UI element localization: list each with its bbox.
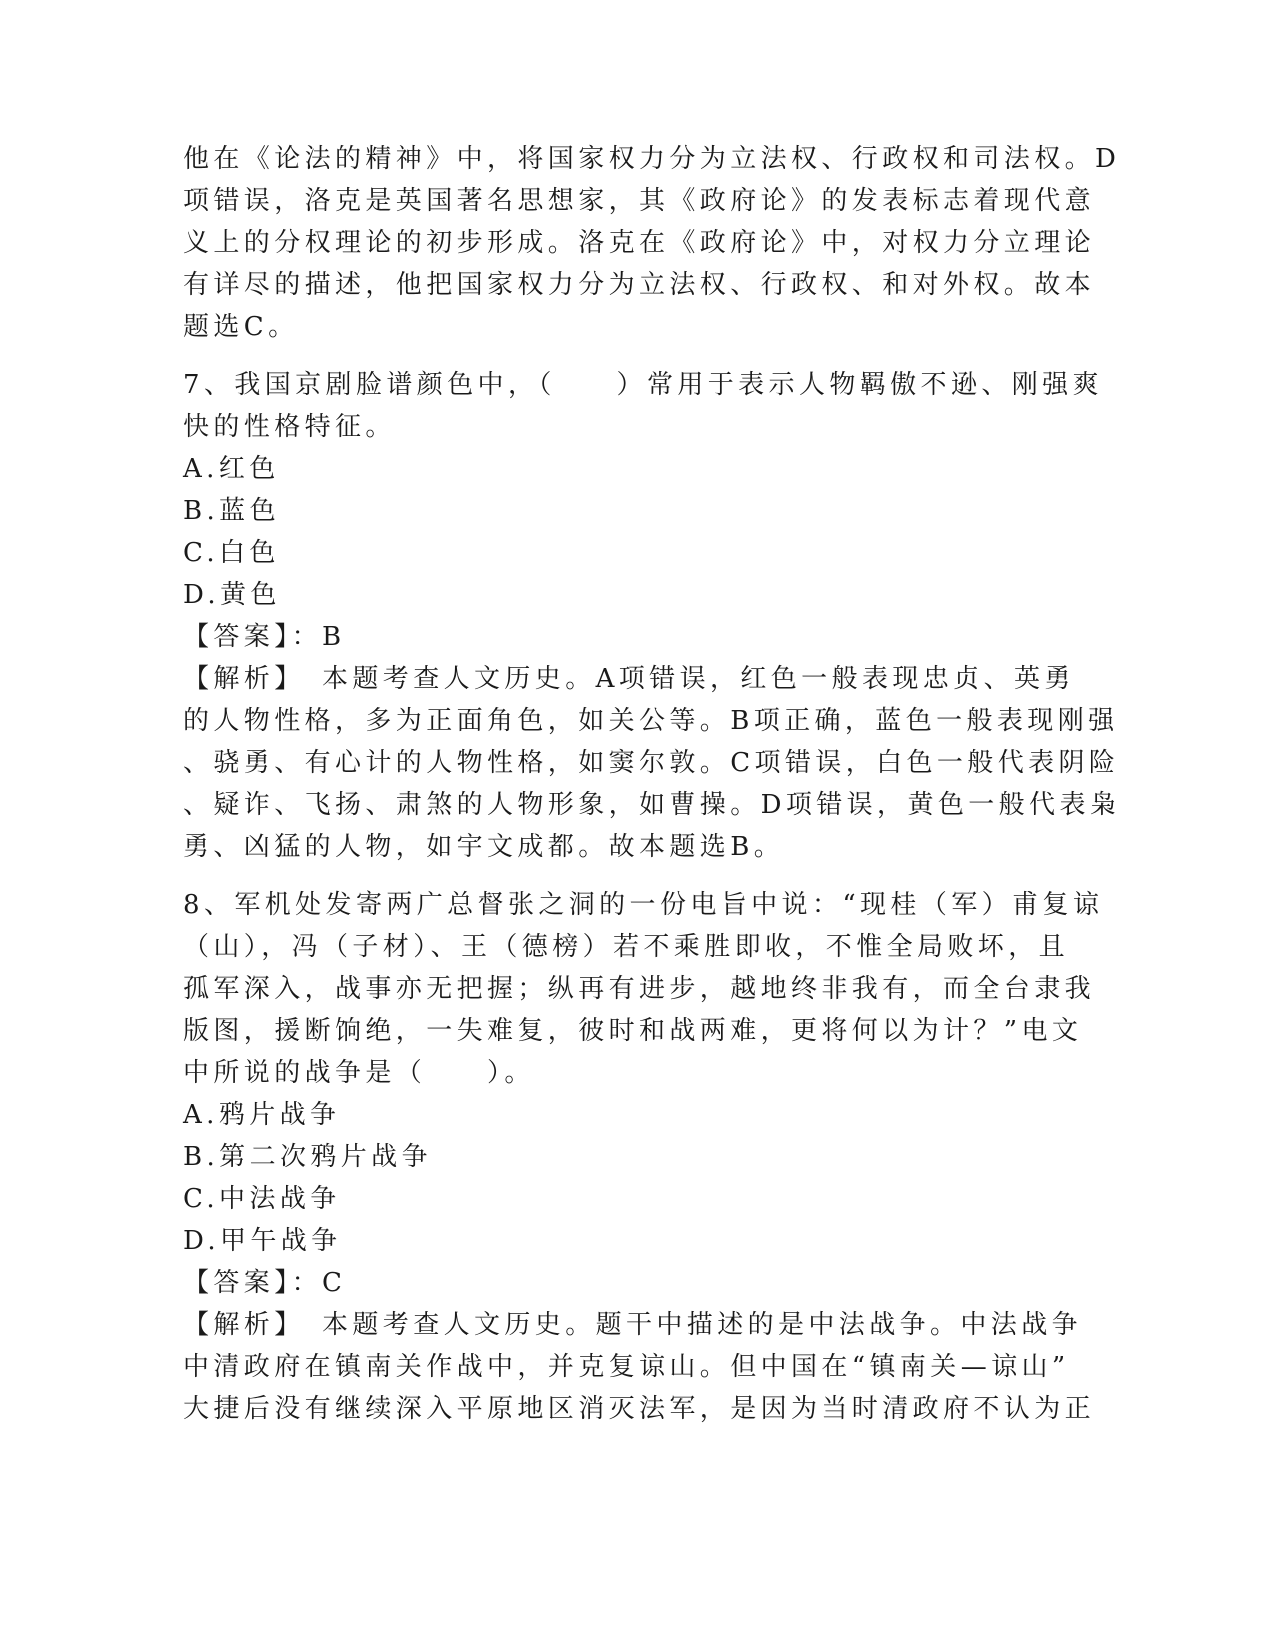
explanation-line: 大捷后没有继续深入平原地区消灭法军，是因为当时清政府不认为正 [183,1394,1096,1424]
document-page [183,138,1121,1430]
option-b: B.蓝色 [183,496,280,526]
text-line: 义上的分权理论的初步形成。洛克在《政府论》中，对权力分立理论 [183,228,1096,258]
explanation-line: 勇、凶猛的人物，如宇文成都。故本题选B。 [183,832,785,862]
text-line: 题选C。 [183,312,299,342]
answer: 【答案】：B [183,622,346,652]
text-line: 有详尽的描述，他把国家权力分为立法权、行政权、和对外权。故本 [183,270,1096,300]
question-7 [183,364,1121,868]
question-stem: 8、军机处发寄两广总督张之洞的一份电旨中说：“现桂（军）甫复谅 [183,890,1104,920]
question-stem: （山），冯（子材）、王（德榜）若不乘胜即收，不惟全局败坏，且 [183,932,1070,962]
explanation-line: 、疑诈、飞扬、肃煞的人物形象，如曹操。D项错误，黄色一般代表枭 [183,790,1121,820]
previous-explanation [183,138,1121,348]
question-stem: 快的性格特征。 [183,412,396,442]
answer: 【答案】：C [183,1268,347,1298]
option-c: C.中法战争 [183,1184,341,1214]
explanation-line: 、骁勇、有心计的人物性格，如窦尔敦。C项错误，白色一般代表阴险 [183,748,1120,778]
text-line: 他在《论法的精神》中，将国家权力分为立法权、行政权和司法权。D [183,144,1121,174]
question-stem: 孤军深入，战事亦无把握；纵再有进步，越地终非我有，而全台隶我 [183,974,1096,1004]
option-b: B.第二次鸦片战争 [183,1142,432,1172]
question-8 [183,884,1104,1430]
option-c: C.白色 [183,538,280,568]
explanation-line: 【解析】 本题考查人文历史。A项错误，红色一般表现忠贞、英勇 [183,664,1075,694]
option-d: D.甲午战争 [183,1226,342,1256]
explanation-line: 中清政府在镇南关作战中，并克复谅山。但中国在“镇南关—谅山” [183,1352,1070,1382]
text-line: 项错误，洛克是英国著名思想家，其《政府论》的发表标志着现代意 [183,186,1096,216]
question-stem: 版图，援断饷绝，一失难复，彼时和战两难，更将何以为计？”电文 [183,1016,1083,1046]
option-a: A.鸦片战争 [183,1100,341,1130]
option-d: D.黄色 [183,580,281,610]
question-stem: 中所说的战争是（ ）。 [183,1058,535,1088]
option-a: A.红色 [183,454,280,484]
question-stem: 7、我国京剧脸谱颜色中，（ ）常用于表示人物羁傲不逊、刚强爽 [183,370,1103,400]
explanation-line: 的人物性格，多为正面角色，如关公等。B项正确，蓝色一般表现刚强 [183,706,1119,736]
explanation-line: 【解析】 本题考查人文历史。题干中描述的是中法战争。中法战争 [183,1310,1083,1340]
